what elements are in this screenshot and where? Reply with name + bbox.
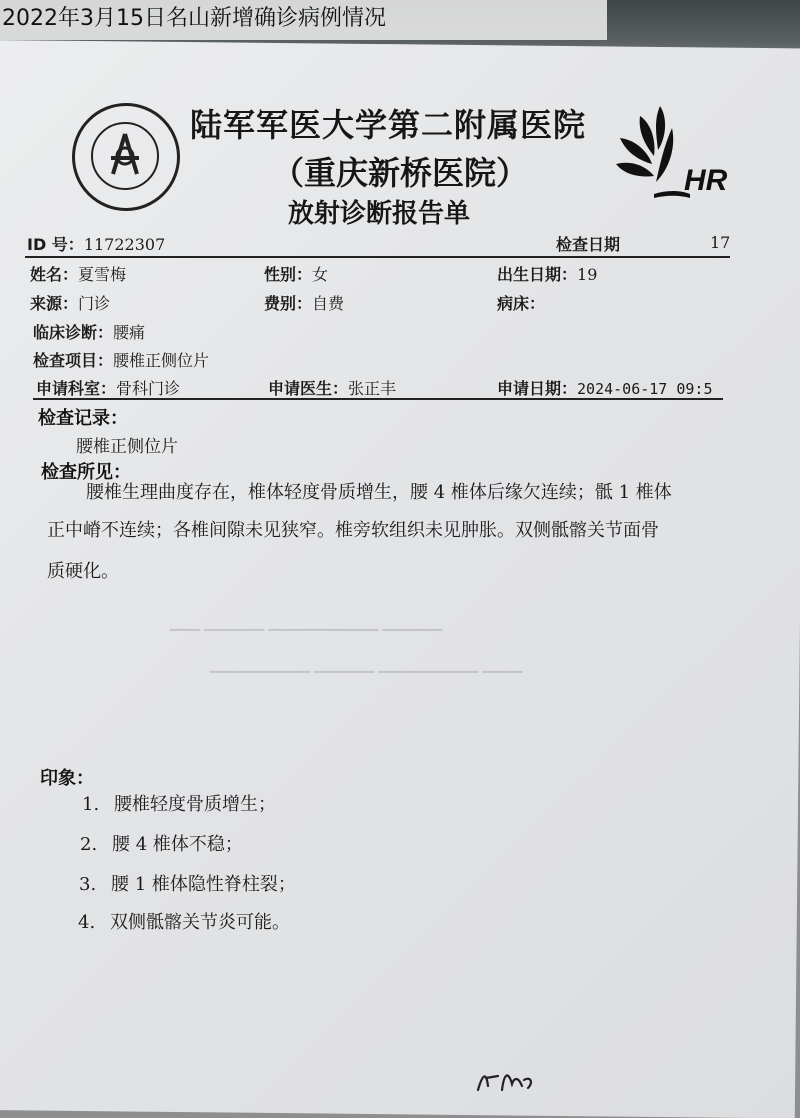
image-caption: 2022年3月15日名山新增确诊病例情况 [0,0,607,40]
apply-date-field [497,376,712,399]
fee-value: 自费 [312,294,345,313]
name-field [30,262,126,285]
show-through-text: ▔▔▔ ▔▔▔▔▔▔ ▔▔▔▔▔▔▔▔▔▔▔ ▔▔▔▔▔▔ [170,630,443,645]
impression-item-text: 腰 1 椎体隐性脊柱裂； [111,874,296,895]
source-field [30,291,110,314]
findings-line-3: 质硬化。 [47,561,119,582]
exam-item-field [33,348,209,371]
department-label: 申请科室： [36,379,117,398]
department-field [36,376,180,399]
birth-field [497,262,597,285]
id-value: 11722307 [83,235,166,254]
name-value: 夏雪梅 [78,265,127,284]
exam-record-heading: 检查记录： [38,408,128,429]
findings-line-2: 正中嵴不连续；各椎间隙未见狭窄。椎旁软组织未见肿胀。双侧骶髂关节面骨 [47,520,659,541]
sex-field [264,262,328,285]
impression-heading: 印象： [40,768,94,789]
report-title: 放射诊断报告单 [288,199,471,229]
source-value: 门诊 [78,294,111,313]
source-label: 来源： [30,294,79,313]
apply-date-label: 申请日期： [497,379,578,398]
header-divider [25,256,730,258]
fee-field [264,291,344,314]
bed-field [497,291,545,314]
clinical-diagnosis-label: 临床诊断： [33,323,114,342]
doctor-value: 张正丰 [348,379,397,398]
signature-scribble-icon [472,1064,542,1092]
impression-item [80,830,243,856]
fee-label: 费别： [264,294,313,313]
apply-date-value: 2024-06-17 09:5 [577,380,713,398]
doctor-field [268,376,396,399]
sex-label: 性别： [264,265,313,284]
birth-value: 19 [577,265,598,284]
exam-item-value: 腰椎正侧位片 [113,351,210,370]
info-divider [33,398,723,400]
impression-item-number: 1. [82,794,100,815]
hospital-logo [610,98,730,208]
impression-item [79,870,296,896]
impression-item-number: 2. [80,834,98,855]
exam-record-value: 腰椎正侧位片 [76,437,178,457]
name-label: 姓名： [30,265,79,284]
hospital-seal [72,103,180,211]
hospital-logo-text: HR [684,164,728,197]
impression-item-number: 4. [78,912,96,933]
impression-item [82,790,276,816]
exam-date-label: 检查日期 [556,235,621,254]
impression-item [78,908,290,934]
doctor-signature [472,1064,542,1092]
seal-emblem-icon [93,124,157,188]
sex-value: 女 [312,265,329,284]
doctor-label: 申请医生： [268,379,349,398]
id-field [27,232,165,255]
clinical-diagnosis-field [33,320,145,343]
hospital-alias: （重庆新桥医院） [272,154,529,192]
impression-item-text: 双侧骶髂关节炎可能。 [110,912,290,933]
findings-line-1: 腰椎生理曲度存在，椎体轻度骨质增生，腰 4 椎体后缘欠连续；骶 1 椎体 [86,482,672,503]
birth-label: 出生日期： [497,265,578,284]
department-value: 骨科门诊 [116,379,181,398]
exam-date-value: 17 [710,233,731,252]
clinical-diagnosis-value: 腰痛 [113,323,146,342]
seal-inner-ring [91,122,159,190]
impression-item-number: 3. [79,874,97,895]
exam-item-label: 检查项目： [33,351,114,370]
impression-item-text: 腰 4 椎体不稳； [112,834,243,855]
impression-item-text: 腰椎轻度骨质增生； [114,794,276,815]
findings-heading: 检查所见： [41,462,131,483]
hospital-name: 陆军军医大学第二附属医院 [190,106,587,144]
exam-date-field [556,232,620,255]
bed-label: 病床： [497,294,546,313]
show-through-text: ▔▔▔▔▔▔▔▔▔▔ ▔▔▔▔▔▔ ▔▔▔▔▔▔▔▔▔▔ ▔▔▔▔ [210,672,523,687]
id-label: ID 号： [27,235,84,254]
